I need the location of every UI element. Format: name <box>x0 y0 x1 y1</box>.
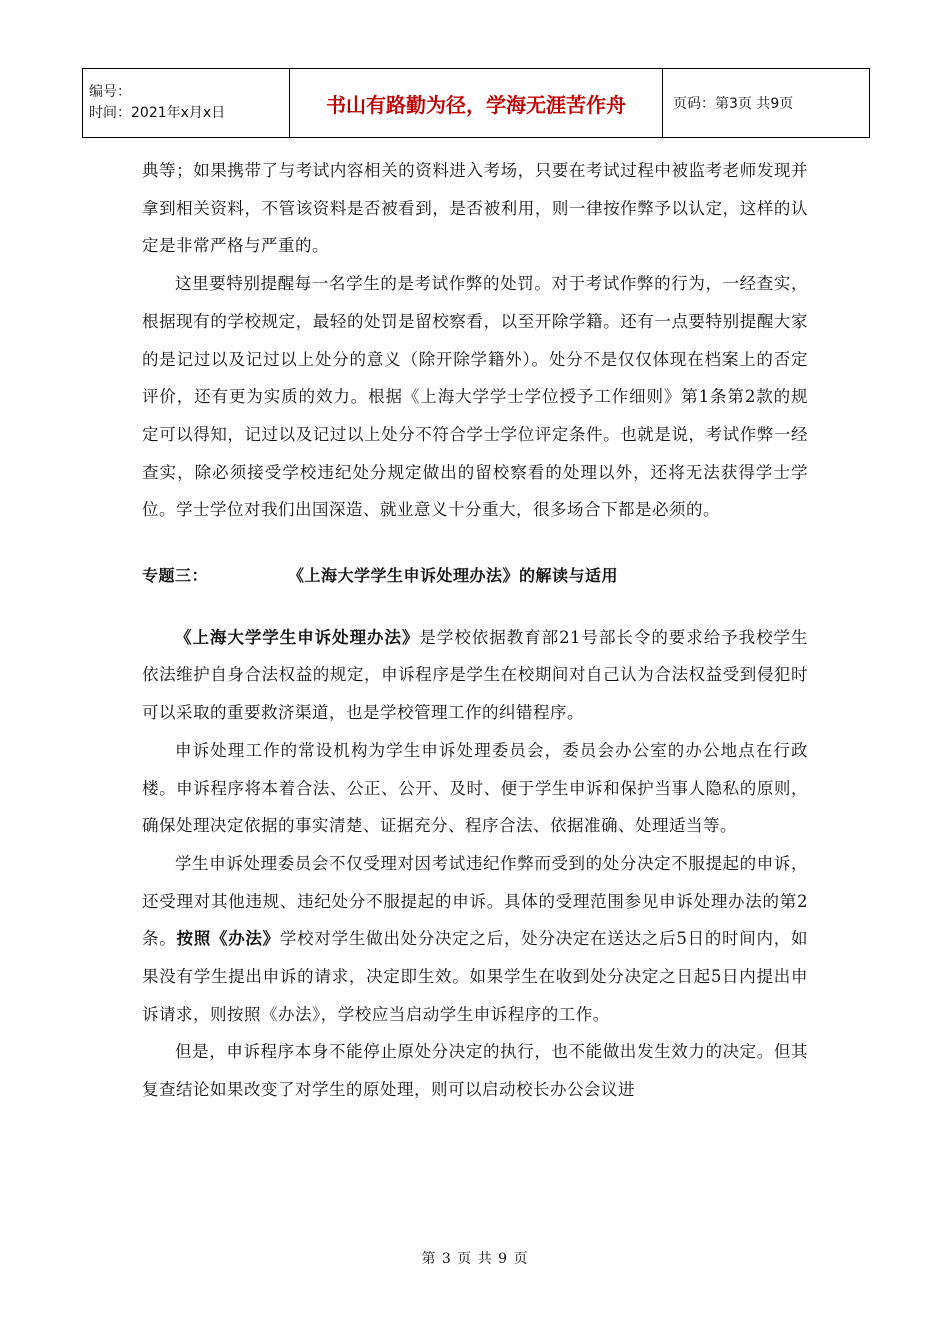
topic-heading <box>142 557 808 595</box>
page-header <box>82 68 870 138</box>
header-page-number: 页码：第3页 共9页 <box>663 69 870 138</box>
page-footer: 第 3 页 共 9 页 <box>421 1251 529 1267</box>
topic-label: 专题三： <box>142 566 209 586</box>
paragraph-5-text-a: 学生申诉处理委员会不仅受理对因考试违纪作弊而受到的处分决定不服提起的申诉，还受理对其他违规、违纪处分不服提起的申诉。具体的受理范围参见申诉处理办法的第2条。 <box>142 853 808 949</box>
paragraph-6: 但是，申诉程序本身不能停止原处分决定的执行，也不能做出发生效力的决定。但其复查结论如果改变了对学生的原处理，则可以启动校长办公会议进 <box>142 1042 808 1100</box>
regulation-title-bold: 《上海大学学生申诉处理办法》 <box>175 627 420 647</box>
paragraph-3 <box>142 619 808 732</box>
header-motto: 书山有路勤为径，学海无涯苦作舟 <box>290 69 663 138</box>
paragraph-5-text-b: 学校对学生做出处分决定之后，处分决定在送达之后5日的时间内，如果没有学生提出申诉的请求，决定即生效。如果学生在收到处分决定之日起5日内提出申诉请求，则按照《办法》，学校应当启动学生申诉程序的工作。 <box>142 929 809 1024</box>
document-time: 时间：2021年x月x日 <box>89 105 226 121</box>
paragraph-5 <box>142 845 808 1034</box>
document-number: 编号： <box>89 84 131 100</box>
paragraph-2: 这里要特别提醒每一名学生的是考试作弊的处罚。对于考试作弊的行为，一经查实，根据现有的学校规定，最轻的处罚是留校察看，以至开除学籍。还有一点要特别提醒大家的是记过以及记过以上处分的意义（除开除学籍外）。处分不是仅仅体现在档案上的否定评价，还有更为实质的效力。根据《上海大学学士学位授予工作细则》第1条第2款的规定可以得知，记过以及记过以上处分不符合学士学位评定条件。也就是说，考试作弊一经查实，除必须接受学校违纪处分规定做出的留校察看的处理以外，还将无法获得学士学位。学士学位对我们出国深造、就业意义十分重大，很多场合下都是必须的。 <box>142 274 808 520</box>
paragraph-3-text: 是学校依据教育部21号部长令的要求给予我校学生依法维护自身合法权益的规定，申诉程序是学生在校期间对自己认为合法权益受到侵犯时可以采取的重要救济渠道，也是学校管理工作的纠错程序。 <box>142 627 809 723</box>
topic-title: 《上海大学学生申诉处理办法》的解读与适用 <box>288 566 619 586</box>
document-body <box>142 152 808 1109</box>
paragraph-1: 典等；如果携带了与考试内容相关的资料进入考场，只要在考试过程中被监考老师发现并拿到相关资料，不管该资料是否被看到，是否被利用，则一律按作弊予以认定，这样的认定是非常严格与严重的。 <box>142 161 808 256</box>
paragraph-5-bold: 按照《办法》 <box>176 929 280 949</box>
paragraph-4: 申诉处理工作的常设机构为学生申诉处理委员会，委员会办公室的办公地点在行政楼。申诉程序将本着合法、公正、公开、及时、便于学生申诉和保护当事人隐私的原则，确保处理决定依据的事实清楚、证据充分、程序合法、依据准确、处理适当等。 <box>142 740 808 836</box>
header-left-cell <box>83 69 290 138</box>
